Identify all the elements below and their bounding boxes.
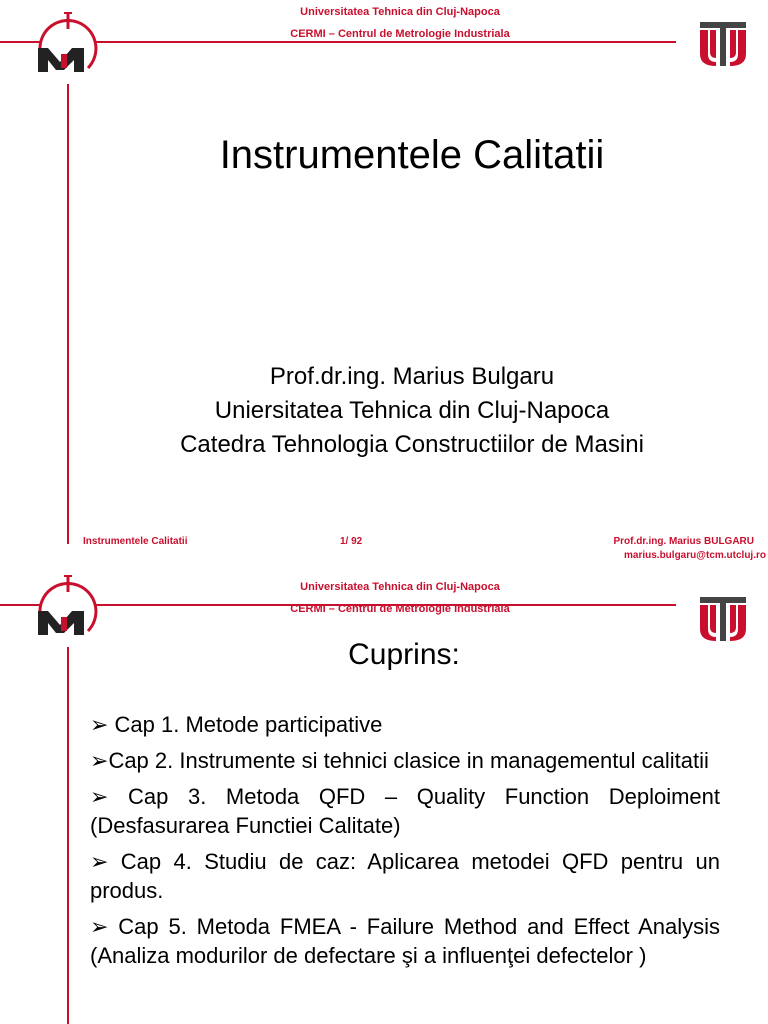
list-item: ➢ Cap 3. Metoda QFD – Quality Function Deploiment (Desfasurarea Functiei Calitate)	[90, 784, 721, 838]
footer-email[interactable]: marius.bulgaru@tcm.utcluj.ro	[624, 550, 766, 561]
header-rule	[96, 41, 676, 43]
footer-course: Instrumentele Calitatii	[83, 536, 188, 547]
header-university: Universitatea Tehnica din Cluj-Napoca	[300, 6, 500, 18]
contents-list	[90, 710, 720, 977]
side-rule	[67, 647, 69, 1024]
list-item: ➢ Cap 1. Metode participative	[90, 712, 383, 737]
cermi-logo-icon	[28, 573, 100, 645]
presentation-title: Instrumentele Calitatii	[219, 133, 605, 177]
cermi-logo-icon	[28, 10, 100, 82]
header-center: CERMI – Centrul de Metrologie Industriala	[290, 603, 510, 615]
author-line-1: Prof.dr.ing. Marius Bulgaru	[269, 363, 555, 390]
bullet-arrow-icon: ➢	[90, 784, 129, 809]
header-university: Universitatea Tehnica din Cluj-Napoca	[300, 581, 500, 593]
author-line-2: Uniersitatea Tehnica din Cluj-Napoca	[214, 397, 610, 424]
contents-title: Cuprins:	[348, 638, 460, 671]
list-item: ➢ Cap 4. Studiu de caz: Aplicarea metodei QFD pentru un produs.	[90, 849, 720, 903]
header-center: CERMI – Centrul de Metrologie Industriala	[290, 28, 510, 40]
bullet-arrow-icon: ➢	[90, 914, 119, 939]
bullet-arrow-icon: ➢	[90, 712, 115, 737]
author-line-3: Catedra Tehnologia Constructiilor de Masini	[180, 431, 644, 458]
footer-author: Prof.dr.ing. Marius BULGARU	[613, 536, 754, 547]
slide-contents	[0, 563, 768, 1024]
utcn-logo-icon	[696, 18, 750, 70]
list-item: ➢ Cap 5. Metoda FMEA - Failure Method and Effect Analysis (Analiza modurilor de defectare şi a influenţei defectelor )	[90, 914, 721, 968]
bullet-arrow-icon: ➢	[90, 849, 121, 874]
bullet-arrow-icon: ➢	[90, 748, 109, 773]
list-item: ➢Cap 2. Instrumente si tehnici clasice in managementul calitatii	[90, 748, 709, 773]
footer-page-number: 1/ 92	[340, 536, 363, 547]
